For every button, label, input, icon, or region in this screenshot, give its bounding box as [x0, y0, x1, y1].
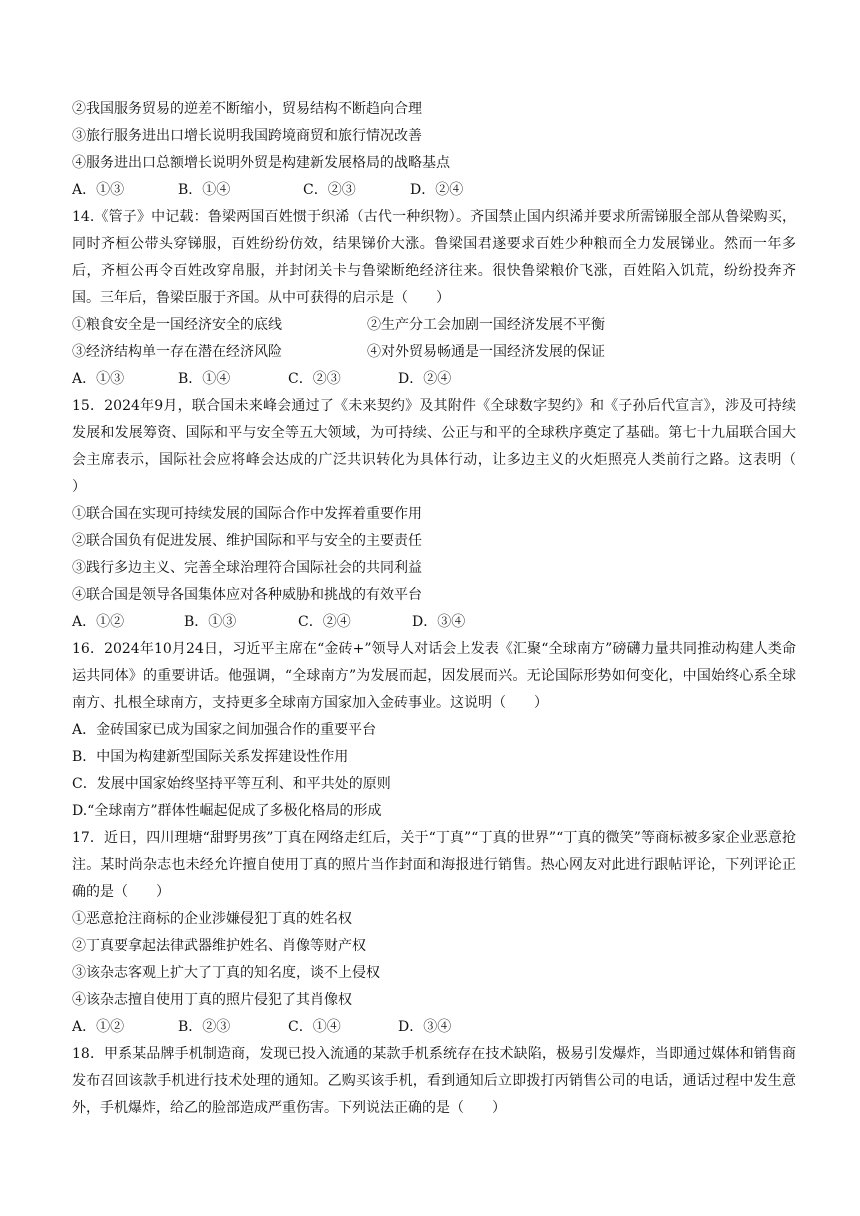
q15-option-c: C．②④ — [298, 614, 351, 630]
q13-option-d: D．②④ — [410, 182, 464, 198]
q17-options — [72, 1014, 796, 1041]
q14-item-2: ②生产分工会加剧一国经济发展不平衡 — [367, 317, 605, 333]
q15-item-4: ④联合国是领导各国集体应对各种威胁和挑战的有效平台 — [72, 587, 422, 603]
q14-item-3: ③经济结构单一存在潜在经济风险 — [72, 344, 282, 360]
q17-item-2: ②丁真要拿起法律武器维护姓名、肖像等财产权 — [72, 938, 366, 954]
q17-stem: 17．近日，四川理塘“甜野男孩”丁真在网络走红后，关于“丁真”“丁真的世界”“丁真的微笑”等商标被多家企业恶意抢注。某时尚杂志也未经允许擅自使用丁真的照片当作封面和海报进行销售。热心网友对此进行跟帖评论，下列评论正确的是（ ） — [72, 830, 796, 900]
q17-option-d: D．③④ — [398, 1019, 452, 1035]
q15-option-b: B．①③ — [184, 614, 237, 630]
q13-item-2: ②我国服务贸易的逆差不断缩小，贸易结构不断趋向合理 — [72, 101, 422, 117]
q15-item-2: ②联合国负有促进发展、维护国际和平与安全的主要责任 — [72, 533, 422, 549]
q14-options — [72, 366, 796, 393]
q13-item-3: ③旅行服务进出口增长说明我国跨境商贸和旅行情况改善 — [72, 128, 422, 144]
q14-item-4: ④对外贸易畅通是一国经济发展的保证 — [367, 344, 605, 360]
q17-item-3: ③该杂志客观上扩大了丁真的知名度，谈不上侵权 — [72, 965, 380, 981]
q14-items-row-1 — [72, 312, 796, 339]
q17-item-4: ④该杂志擅自使用丁真的照片侵犯了其肖像权 — [72, 992, 352, 1008]
q16-option-c: C．发展中国家始终坚持平等互利、和平共处的原则 — [72, 776, 391, 792]
q15-option-d: D．③④ — [412, 614, 466, 630]
q14-stem: 14.《管子》中记载：鲁梁两国百姓惯于织浠（古代一种织物）。齐国禁止国内织浠并要求所需锑服全部从鲁梁购买，同时齐桓公带头穿锑服，百姓纷纷仿效，结果锑价大涨。鲁梁国君遂要求百姓少种粮而全力发展锑业。然而一年多后，齐桓公再令百姓改穿帛服，并封闭关卡与鲁梁断绝经济往来。很快鲁梁粮价飞涨，百姓陷入饥荒，纷纷投奔齐国。三年后，鲁梁臣服于齐国。从中可获得的启示是（ ） — [72, 209, 796, 306]
q15-stem: 15．2024年9月，联合国未来峰会通过了《未来契约》及其附件《全球数字契约》和《子孙后代宣言》，涉及可持续发展和发展筹资、国际和平与安全等五大领域，为可持续、公正与和平的全球秩序奠定了基础。第七十九届联合国大会主席表示，国际社会应将峰会达成的广泛共识转化为具体行动，让多边主义的火炬照亮人类前行之路。这表明（ ） — [72, 398, 824, 495]
exam-page — [72, 96, 824, 1122]
q13-option-a: A．①③ — [72, 182, 125, 198]
q14-option-b: B．①④ — [178, 371, 231, 387]
q17-item-1: ①恶意抢注商标的企业涉嫌侵犯丁真的姓名权 — [72, 911, 352, 927]
q16-option-d: D.“全球南方”群体性崛起促成了多极化格局的形成 — [72, 803, 382, 819]
q14-option-c: C．②③ — [288, 371, 341, 387]
q14-item-1: ①粮食安全是一国经济安全的底线 — [72, 317, 282, 333]
q13-option-b: B．①④ — [178, 182, 231, 198]
q15-item-3: ③践行多边主义、完善全球治理符合国际社会的共同利益 — [72, 560, 422, 576]
q17-option-b: B．②③ — [178, 1019, 231, 1035]
q13-option-c: C．②③ — [303, 182, 356, 198]
q15-item-1: ①联合国在实现可持续发展的国际合作中发挥着重要作用 — [72, 506, 422, 522]
q16-option-b: B．中国为构建新型国际关系发挥建设性作用 — [72, 749, 349, 765]
q16-stem: 16．2024年10月24日，习近平主席在“金砖+”领导人对话会上发表《汇聚“全球南方”磅礴力量共同推动构建人类命运共同体》的重要讲话。他强调，“全球南方”为发展而起，因发展而兴。无论国际形势如何变化，中国始终心系全球南方、扎根全球南方，支持更多全球南方国家加入金砖事业。这说明（ ） — [72, 641, 796, 711]
q15-options — [72, 609, 796, 636]
q17-option-a: A．①② — [72, 1019, 125, 1035]
q18-stem: 18．甲系某品牌手机制造商，发现已投入流通的某款手机系统存在技术缺陷，极易引发爆炸，当即通过媒体和销售商发布召回该款手机进行技术处理的通知。乙购买该手机，看到通知后立即拨打丙销售公司的电话，通话过程中发生意外，手机爆炸，给乙的脸部造成严重伤害。下列说法正确的是（ ） — [72, 1046, 796, 1116]
q14-option-a: A．①③ — [72, 371, 125, 387]
q13-options — [72, 177, 796, 204]
q14-option-d: D．②④ — [398, 371, 452, 387]
q14-items-row-2 — [72, 339, 796, 366]
q17-option-c: C．①④ — [288, 1019, 341, 1035]
q16-option-a: A．金砖国家已成为国家之间加强合作的重要平台 — [72, 722, 377, 738]
q13-item-4: ④服务进出口总额增长说明外贸是构建新发展格局的战略基点 — [72, 155, 450, 171]
q15-option-a: A．①② — [72, 614, 125, 630]
